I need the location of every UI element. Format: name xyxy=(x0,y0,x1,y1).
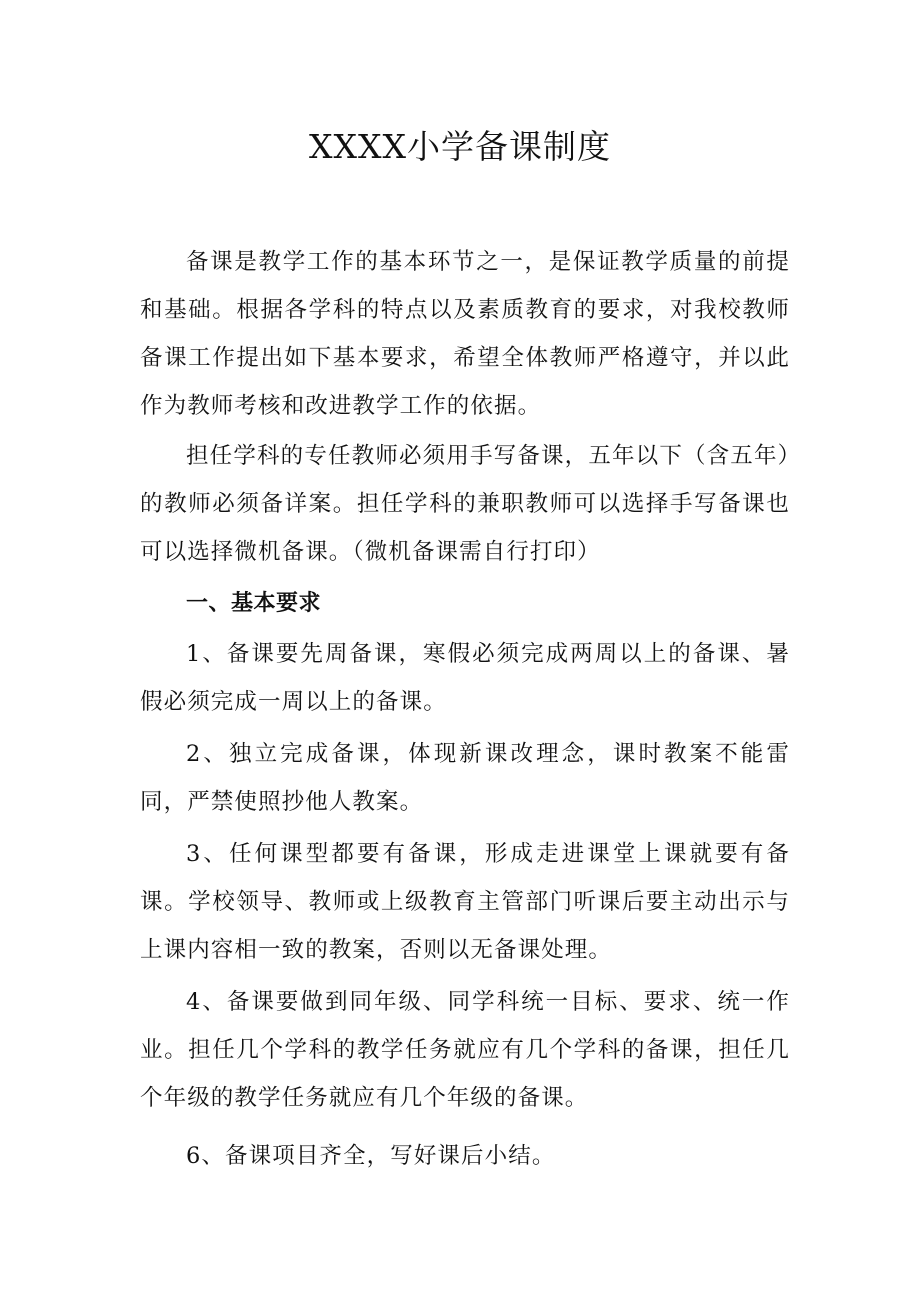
policy-paragraph: 担任学科的专任教师必须用手写备课，五年以下（含五年）的教师必须备详案。担任学科的兼职教师可以选择手写备课也可以选择微机备课。（微机备课需自行打印） xyxy=(140,443,790,565)
requirement-item-6: 6、备课项目齐全，写好课后小结。 xyxy=(186,1143,556,1169)
intro-paragraph: 备课是教学工作的基本环节之一，是保证教学质量的前提和基础。根据各学科的特点以及素质教育的要求，对我校教师备课工作提出如下基本要求，希望全体教师严格遵守，并以此作为教师考核和改进教学工作的依据。 xyxy=(140,249,790,419)
requirement-item-1: 1、备课要先周备课，寒假必须完成两周以上的备课、暑假必须完成一周以上的备课。 xyxy=(140,641,790,715)
requirement-item-2: 2、独立完成备课，体现新课改理念，课时教案不能雷同，严禁使照抄他人教案。 xyxy=(140,741,790,815)
document-title: XXXX小学备课制度 xyxy=(309,127,611,166)
requirement-item-4: 4、备课要做到同年级、同学科统一目标、要求、统一作业。担任几个学科的教学任务就应有几个学科的备课，担任几个年级的教学任务就应有几个年级的备课。 xyxy=(140,989,790,1111)
requirement-item-3: 3、任何课型都要有备课，形成走进课堂上课就要有备课。学校领导、教师或上级教育主管部门听课后要主动出示与上课内容相一致的教案，否则以无备课处理。 xyxy=(140,841,790,963)
document-body xyxy=(140,238,790,1180)
section-heading: 一、基本要求 xyxy=(186,591,322,616)
